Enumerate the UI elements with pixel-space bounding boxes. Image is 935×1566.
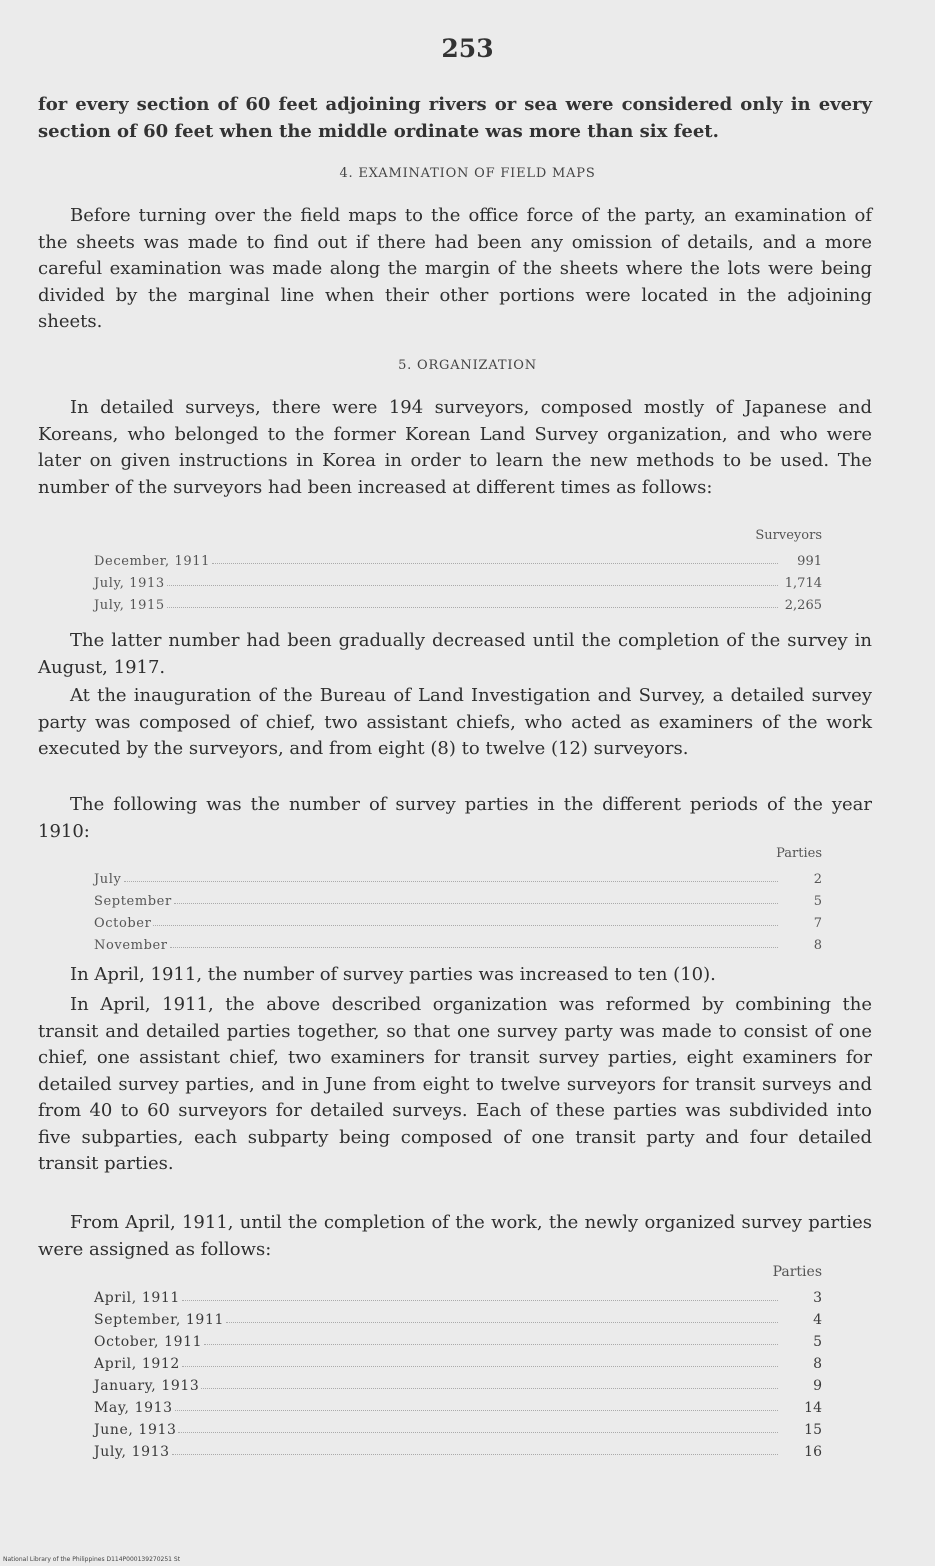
row-value: 991: [797, 554, 822, 569]
row-value: 4: [813, 1312, 822, 1328]
row-label: May, 1913: [94, 1400, 173, 1416]
organization-paragraph-2: The latter number had been gradually decreased until the completion of the survey in August, 1917.: [38, 630, 872, 678]
page-number: 253: [441, 34, 494, 63]
table-row: [94, 909, 822, 931]
table-row: [94, 1284, 822, 1306]
row-label: July, 1915: [94, 598, 165, 613]
section-heading-organization: 5. ORGANIZATION: [398, 358, 537, 373]
parties-assignment-table: [94, 1264, 822, 1460]
row-label: October: [94, 916, 152, 931]
dot-leader: [204, 1344, 778, 1345]
row-value: 1,714: [784, 576, 822, 591]
row-label: November: [94, 938, 168, 953]
row-label: April, 1912: [94, 1356, 180, 1372]
row-label: September, 1911: [94, 1312, 224, 1328]
row-label: September: [94, 894, 172, 909]
row-label: July, 1913: [94, 1444, 170, 1460]
row-value: 8: [813, 1356, 822, 1372]
parties-1910-table: [94, 846, 822, 953]
dot-leader: [167, 585, 778, 586]
table-row: [94, 865, 822, 887]
dot-leader: [175, 1410, 778, 1411]
dot-leader: [178, 1432, 778, 1433]
row-value: 15: [804, 1422, 822, 1438]
intro-paragraph: for every section of 60 feet adjoining rivers or sea were considered only in every section of 60 feet when the middle ordinate was more than six feet.: [38, 94, 872, 142]
organization-paragraph-6: In April, 1911, the above described organization was reformed by combining the transit and detailed parties together, so that one survey party was made to consist of one chief, one assistant chief, two examiners for transit survey parties, eight examiners for detailed survey parties, and in June from eight to twelve surveyors for transit surveys and from 40 to 60 surveyors for detailed surveys. Each of these parties was subdivided into five subparties, each subparty being composed of one transit party and four detailed transit parties.: [38, 994, 872, 1174]
row-value: 2,265: [784, 598, 822, 613]
dot-leader: [201, 1388, 778, 1389]
row-label: July: [94, 872, 122, 887]
table-row: [94, 1394, 822, 1416]
row-value: 2: [813, 872, 822, 887]
table-row: [94, 931, 822, 953]
table-row: [94, 1416, 822, 1438]
table-row: [94, 547, 822, 569]
organization-paragraph-4: The following was the number of survey parties in the different periods of the year 1910:: [38, 794, 872, 842]
row-value: 14: [804, 1400, 822, 1416]
surveyors-column-header: Surveyors: [755, 528, 822, 543]
row-label: April, 1911: [94, 1290, 180, 1306]
dot-leader: [124, 881, 779, 882]
table-row: [94, 1438, 822, 1460]
examination-paragraph: Before turning over the field maps to the office force of the party, an examination of the sheets was made to find out if there had been any omission of details, and a more careful examination was made along the margin of the sheets where the lots were being divided by the marginal line when their other portions were located in the adjoining sheets.: [38, 205, 872, 332]
row-value: 8: [813, 938, 822, 953]
table-row: [94, 591, 822, 613]
row-label: June, 1913: [94, 1422, 177, 1438]
dot-leader: [167, 607, 778, 608]
dot-leader: [170, 947, 778, 948]
organization-paragraph-7: From April, 1911, until the completion of the work, the newly organized survey parties were assigned as follows:: [38, 1212, 872, 1260]
dot-leader: [182, 1366, 778, 1367]
parties-column-header: Parties: [772, 1264, 822, 1280]
footer-attribution: National Library of the Philippines D114P000139270251 St: [3, 1556, 181, 1563]
dot-leader: [172, 1454, 778, 1455]
table-row: [94, 1350, 822, 1372]
dot-leader: [153, 925, 778, 926]
row-value: 9: [813, 1378, 822, 1394]
row-label: July, 1913: [94, 576, 165, 591]
organization-paragraph-3: At the inauguration of the Bureau of Land Investigation and Survey, a detailed survey party was composed of chief, two assistant chiefs, who acted as examiners of the work executed by the surveyors, and from eight (8) to twelve (12) surveyors.: [38, 685, 872, 759]
row-value: 16: [804, 1444, 822, 1460]
surveyors-table: [94, 528, 822, 613]
dot-leader: [174, 903, 778, 904]
organization-paragraph-1: In detailed surveys, there were 194 surveyors, composed mostly of Japanese and Koreans, who belonged to the former Korean Land Survey organization, and who were later on given instructions in Korea in order to learn the new methods to be used. The number of the surveyors had been increased at different times as follows:: [38, 397, 872, 498]
table-row: [94, 1328, 822, 1350]
row-label: October, 1911: [94, 1334, 203, 1350]
row-value: 5: [813, 894, 822, 909]
organization-paragraph-5: In April, 1911, the number of survey parties was increased to ten (10).: [70, 964, 716, 985]
row-label: December, 1911: [94, 554, 210, 569]
parties-column-header: Parties: [776, 846, 822, 861]
dot-leader: [226, 1322, 778, 1323]
row-label: January, 1913: [94, 1378, 200, 1394]
dot-leader: [212, 563, 778, 564]
table-row: [94, 1372, 822, 1394]
section-heading-examination: 4. EXAMINATION OF FIELD MAPS: [339, 166, 596, 181]
table-row: [94, 1306, 822, 1328]
row-value: 5: [813, 1334, 822, 1350]
row-value: 7: [813, 916, 822, 931]
dot-leader: [182, 1300, 778, 1301]
table-row: [94, 887, 822, 909]
table-row: [94, 569, 822, 591]
row-value: 3: [813, 1290, 822, 1306]
